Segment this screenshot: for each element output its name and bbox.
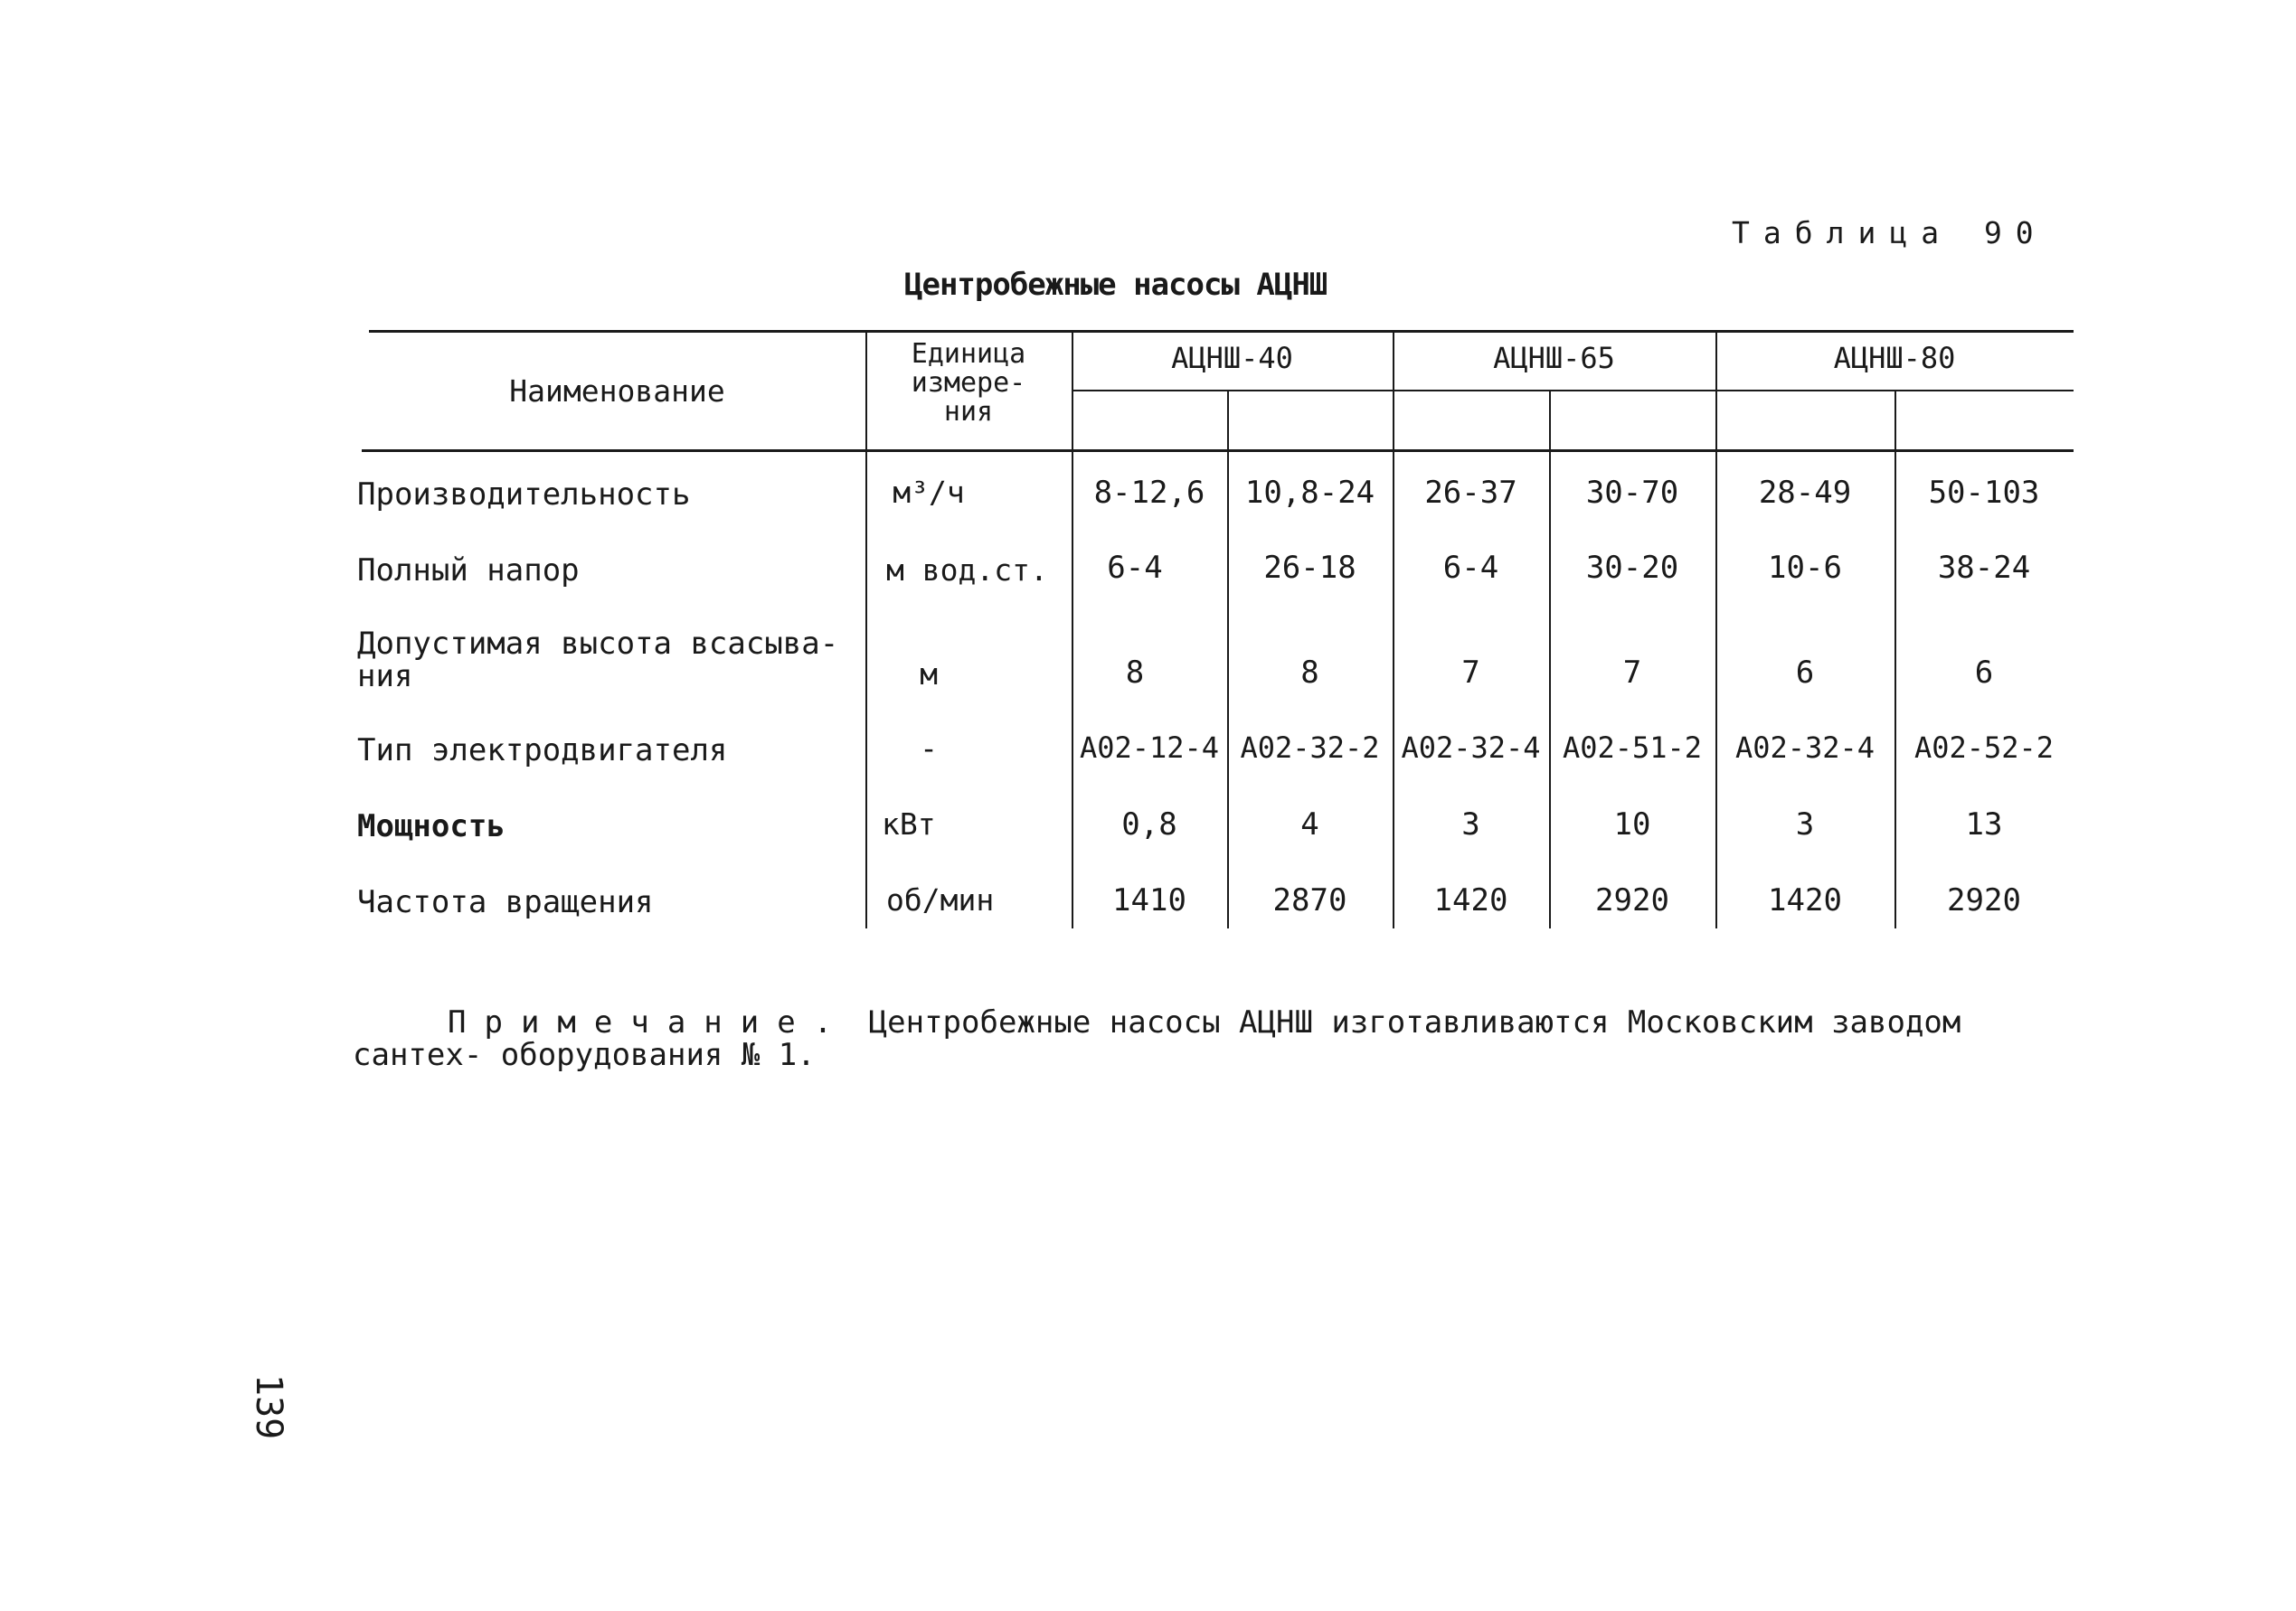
note-label: Примечание. (448, 1004, 851, 1041)
row-name-suction-height (357, 627, 838, 692)
table-cell: 6-4 (1442, 550, 1499, 586)
table-cell: 30-20 (1585, 550, 1679, 586)
note (353, 1006, 2071, 1071)
header-group-80: АЦНШ-80 (1833, 341, 1956, 375)
page-number: 139 (248, 1374, 289, 1440)
table-cell: 2920 (1947, 882, 2021, 919)
row-name-rotation: Частота вращения (357, 884, 654, 920)
table-cell: 2870 (1272, 882, 1347, 919)
table-cell: 1420 (1768, 882, 1842, 919)
table-cell: 7 (1461, 655, 1480, 691)
table-cell: А02-32-4 (1401, 730, 1541, 765)
row-unit-power: кВт (882, 806, 936, 842)
table-cell: 13 (1965, 806, 2003, 843)
table-cell: 8 (1125, 655, 1145, 691)
table-cell: А02-32-2 (1240, 730, 1380, 765)
table-cell: 28-49 (1758, 475, 1852, 511)
header-unit-line: измере- (911, 367, 1026, 399)
table-cell: 50-103 (1928, 475, 2040, 511)
table-cell: 8-12,6 (1093, 475, 1205, 511)
table-cell: 6 (1974, 655, 1994, 691)
header-unit (865, 340, 1072, 427)
header-name: Наименование (509, 373, 725, 409)
table-cell: 6 (1795, 655, 1815, 691)
header-group-65: АЦНШ-65 (1493, 341, 1615, 375)
row-name-power: Мощность (357, 808, 505, 844)
note-text: Центробежные насосы АЦНШ изготавливаются Московским заводом сантех- оборудования № 1. (353, 1004, 1961, 1073)
row-name-capacity: Производительность (357, 476, 691, 513)
row-unit-rotation: об/мин (886, 882, 995, 918)
table-cell: 4 (1300, 806, 1319, 843)
table-cell: 7 (1622, 655, 1642, 691)
row-name-line: ния (357, 658, 413, 694)
row-unit-capacity: м³/ч (893, 475, 965, 510)
table-cell: 26-18 (1263, 550, 1356, 586)
table-title: Центробежные насосы АЦНШ (904, 267, 1328, 303)
table-cell: 1420 (1433, 882, 1508, 919)
table-cell: 6-4 (1107, 550, 1163, 586)
header-group-40: АЦНШ-40 (1171, 341, 1293, 375)
table-top-rule (369, 330, 2074, 333)
table-cell: 38-24 (1937, 550, 2031, 586)
header-unit-line: Единица (911, 338, 1026, 370)
row-name-line: Допустимая высота всасыва- (357, 626, 839, 662)
row-unit-suction-height: м (920, 656, 938, 692)
table-cell: 10 (1613, 806, 1651, 843)
table-cell: 3 (1795, 806, 1815, 843)
table-cell: 0,8 (1121, 806, 1177, 843)
row-name-head: Полный напор (357, 552, 580, 589)
header-group-rule (1072, 390, 2074, 391)
table-cell: 30-70 (1585, 475, 1679, 511)
table-cell: 3 (1461, 806, 1480, 843)
header-unit-line: ния (943, 396, 994, 428)
table-cell: 8 (1300, 655, 1319, 691)
table-cell: 1410 (1112, 882, 1186, 919)
table-label: Таблица 90 (1732, 215, 2047, 250)
table-cell: 10-6 (1768, 550, 1842, 586)
table-cell: 2920 (1595, 882, 1669, 919)
row-unit-motor-type: - (920, 730, 938, 766)
table-cell: А02-12-4 (1079, 730, 1220, 765)
row-name-motor-type: Тип электродвигателя (357, 732, 728, 768)
table-cell: А02-32-4 (1734, 730, 1876, 765)
table-cell: 10,8-24 (1244, 475, 1375, 511)
table-cell: 26-37 (1424, 475, 1517, 511)
table-cell: А02-52-2 (1913, 730, 2055, 765)
header-bottom-rule (362, 449, 2074, 452)
table-cell: А02-51-2 (1562, 730, 1703, 765)
row-unit-head: м вод.ст. (886, 552, 1048, 588)
